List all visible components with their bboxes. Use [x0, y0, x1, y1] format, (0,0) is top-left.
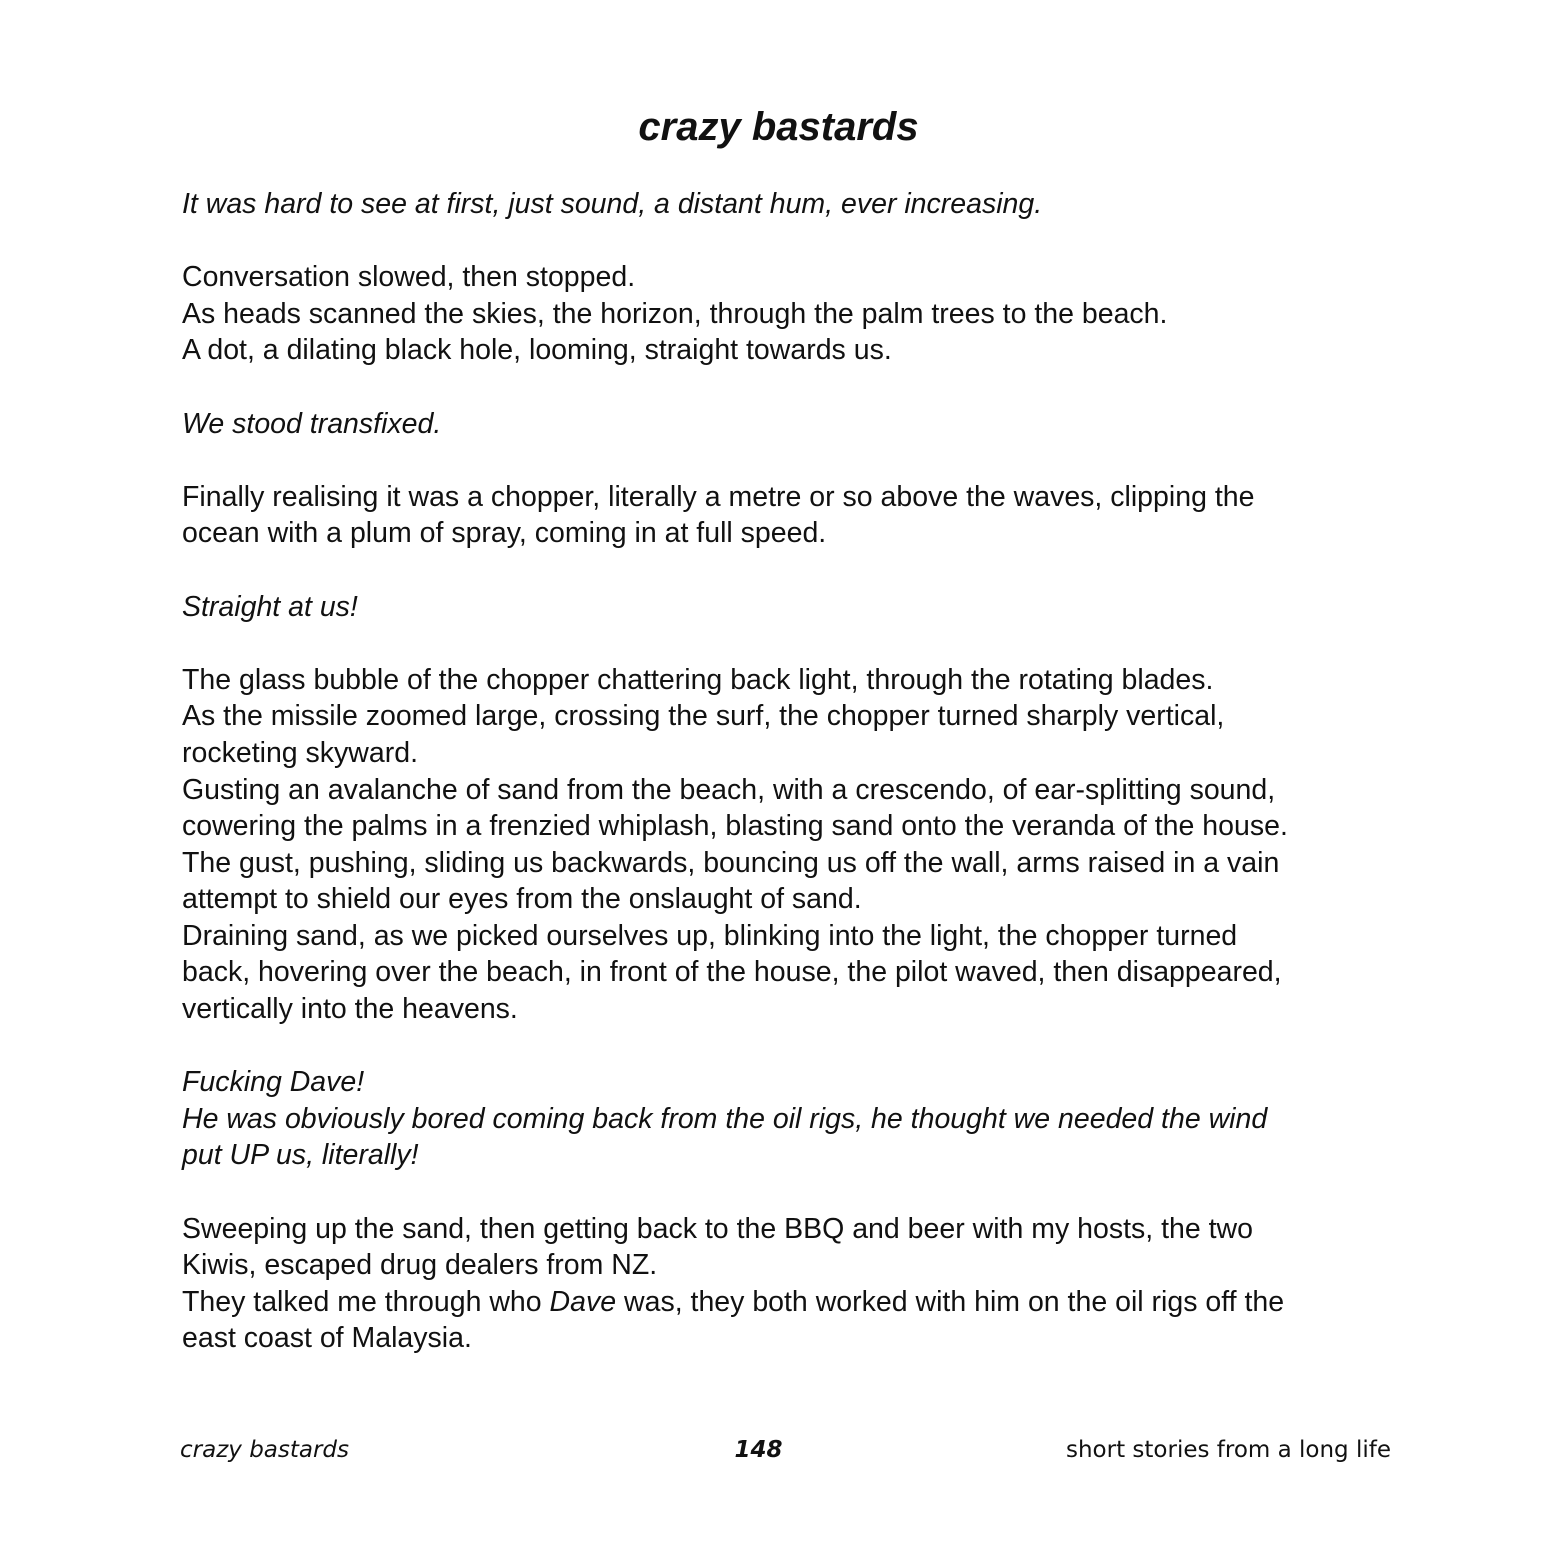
text-line: back, hovering over the beach, in front of the house, the pilot waved, then disappeared, [182, 956, 1282, 989]
text-line: ocean with a plum of spray, coming in at full speed. [182, 517, 827, 550]
text-line [182, 1284, 1382, 1321]
text-line: vertically into the heavens. [182, 993, 518, 1026]
text-line: It was hard to see at first, just sound, a distant hum, ever increasing. [182, 188, 1043, 220]
paragraph-gap [182, 442, 1382, 479]
story-body [182, 186, 1382, 1357]
text-line: Kiwis, escaped drug dealers from NZ. [182, 1249, 658, 1282]
text-line: As heads scanned the skies, the horizon, through the palm trees to the beach. [182, 297, 1168, 330]
paragraph-gap [182, 552, 1382, 589]
text-line: Conversation slowed, then stopped. [182, 261, 636, 294]
text-line: Fucking Dave! [182, 1066, 365, 1099]
text-line: Sweeping up the sand, then getting back to the BBQ and beer with my hosts, the two [182, 1212, 1253, 1245]
text-segment: They talked me through who [182, 1285, 550, 1318]
paragraph-gap [182, 1174, 1382, 1211]
text-line: As the missile zoomed large, crossing the surf, the chopper turned sharply vertical, [182, 700, 1225, 733]
emphasis-dave: Dave [549, 1285, 617, 1318]
text-line: Finally realising it was a chopper, literally a metre or so above the waves, clipping the [182, 480, 1255, 513]
paragraph-gap [182, 369, 1382, 406]
footer-book-title: short stories from a long life [1066, 1437, 1391, 1463]
text-line: east coast of Malaysia. [182, 1322, 472, 1355]
footer-page-number: 148 [734, 1437, 783, 1463]
text-line: rocketing skyward. [182, 736, 419, 769]
text-line: He was obviously bored coming back from the oil rigs, he thought we needed the wind [182, 1102, 1268, 1135]
paragraph-gap [182, 223, 1382, 260]
text-segment: was, they both worked with him on the oil rigs off the [616, 1285, 1285, 1318]
text-line: attempt to shield our eyes from the onslaught of sand. [182, 883, 862, 916]
page-title: crazy bastards [638, 105, 919, 149]
text-line: We stood transfixed. [182, 407, 442, 440]
paragraph-gap [182, 1028, 1382, 1065]
text-line: The gust, pushing, sliding us backwards, bouncing us off the wall, arms raised in a vain [182, 846, 1280, 879]
paragraph-gap [182, 625, 1382, 662]
text-line: Straight at us! [182, 590, 358, 623]
text-line: A dot, a dilating black hole, looming, straight towards us. [182, 334, 892, 367]
text-line: Draining sand, as we picked ourselves up, blinking into the light, the chopper turned [182, 919, 1238, 952]
footer-chapter-title: crazy bastards [180, 1437, 350, 1463]
text-line: The glass bubble of the chopper chattering back light, through the rotating blades. [182, 663, 1214, 696]
text-line: put UP us, literally! [182, 1139, 419, 1172]
text-line: Gusting an avalanche of sand from the beach, with a crescendo, of ear-splitting sound, [182, 773, 1276, 806]
text-line: cowering the palms in a frenzied whiplash, blasting sand onto the veranda of the house. [182, 810, 1288, 843]
